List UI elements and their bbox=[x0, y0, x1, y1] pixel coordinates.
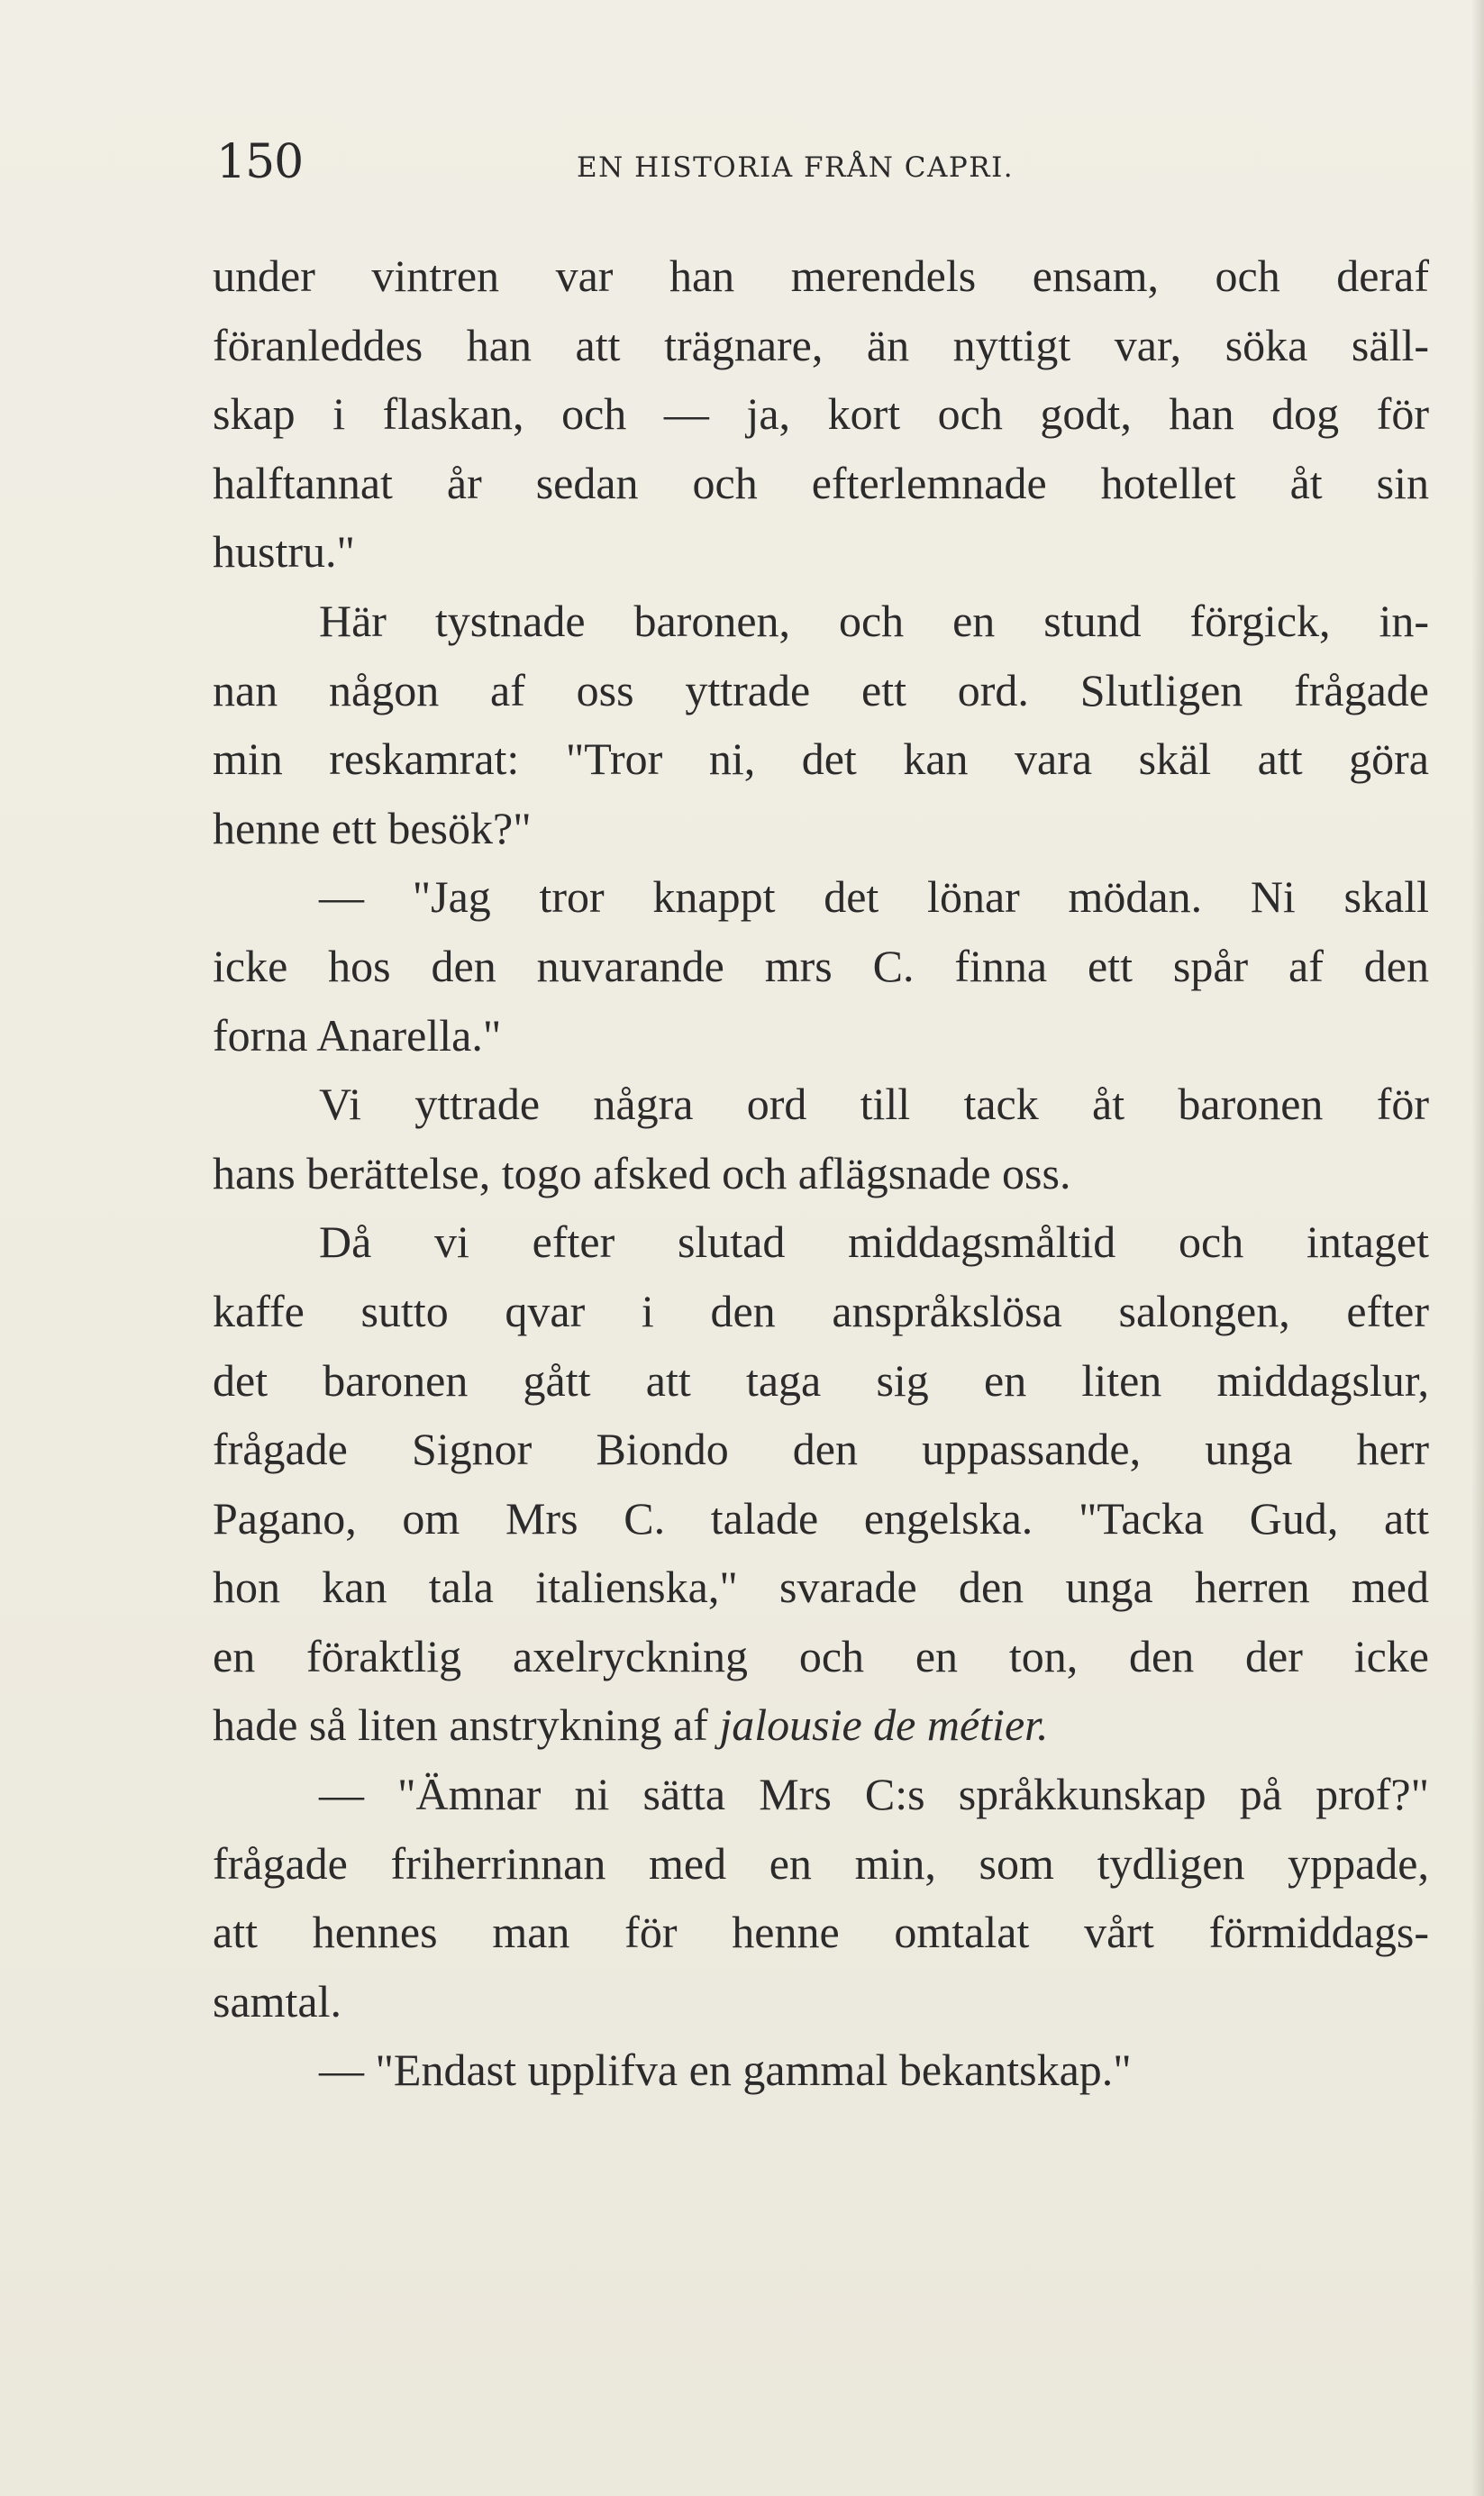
text-line: nan någon af oss yttrade ett ord. Slutligen frågade bbox=[213, 664, 1429, 715]
text-line: frågade friherrinnan med en min, som tydligen yppade, bbox=[213, 1837, 1429, 1889]
text-line-with-italic bbox=[213, 1690, 1429, 1760]
page-edge-shadow bbox=[1471, 0, 1484, 2496]
text-line: samtal. bbox=[213, 1975, 342, 2027]
text-line: föranleddes han att trägnare, än nyttigt var, söka säll- bbox=[213, 319, 1429, 370]
text-line: Vi yttrade några ord till tack åt baronen för bbox=[319, 1079, 1429, 1130]
text-line: — "Jag tror knappt det lönar mödan. Ni skall bbox=[319, 871, 1429, 923]
page-number: 150 bbox=[216, 135, 304, 189]
italic-phrase: jalousie de métier. bbox=[719, 1699, 1049, 1751]
text-line: icke hos den nuvarande mrs C. finna ett spår af den bbox=[213, 940, 1429, 991]
text-line: halftannat år sedan och efterlemnade hotellet åt sin bbox=[213, 457, 1429, 508]
text-line: kaffe sutto qvar i den anspråkslösa salongen, efter bbox=[213, 1285, 1429, 1336]
text-line: hans berättelse, togo afsked och aflägsnade oss. bbox=[213, 1147, 1071, 1198]
text-line: — "Endast upplifva en gammal bekantskap." bbox=[319, 2045, 1132, 2096]
text-line: skap i flaskan, och — ja, kort och godt, han dog för bbox=[213, 388, 1429, 440]
text-line: Då vi efter slutad middagsmåltid och intaget bbox=[319, 1216, 1429, 1268]
running-head: EN HISTORIA FRÅN CAPRI. bbox=[577, 151, 1015, 184]
text-run: hade så liten anstrykning af bbox=[213, 1699, 708, 1751]
text-line: att hennes man för henne omtalat vårt förmiddags- bbox=[213, 1907, 1429, 1958]
text-line: henne ett besök?" bbox=[213, 802, 532, 853]
text-line: Pagano, om Mrs C. talade engelska. "Tacka Gud, att bbox=[213, 1492, 1429, 1544]
text-line: hustru." bbox=[213, 526, 355, 578]
text-line: under vintren var han merendels ensam, och deraf bbox=[213, 251, 1429, 301]
text-line: forna Anarella." bbox=[213, 1009, 502, 1061]
text-line: min reskamrat: "Tror ni, det kan vara skäl att göra bbox=[213, 733, 1429, 785]
body-text bbox=[213, 241, 1429, 2105]
text-line: hon kan tala italienska," svarade den unga herren med bbox=[213, 1562, 1429, 1613]
text-line: frågade Signor Biondo den uppassande, unga herr bbox=[213, 1424, 1429, 1475]
text-line: — "Ämnar ni sätta Mrs C:s språkkunskap på prof?" bbox=[319, 1769, 1429, 1820]
text-line: Här tystnade baronen, och en stund förgick, in- bbox=[319, 595, 1429, 646]
text-line: det baronen gått att taga sig en liten middagslur, bbox=[213, 1354, 1429, 1406]
page-header bbox=[216, 133, 1442, 196]
text-line: en föraktlig axelryckning och en ton, den der icke bbox=[213, 1630, 1429, 1681]
